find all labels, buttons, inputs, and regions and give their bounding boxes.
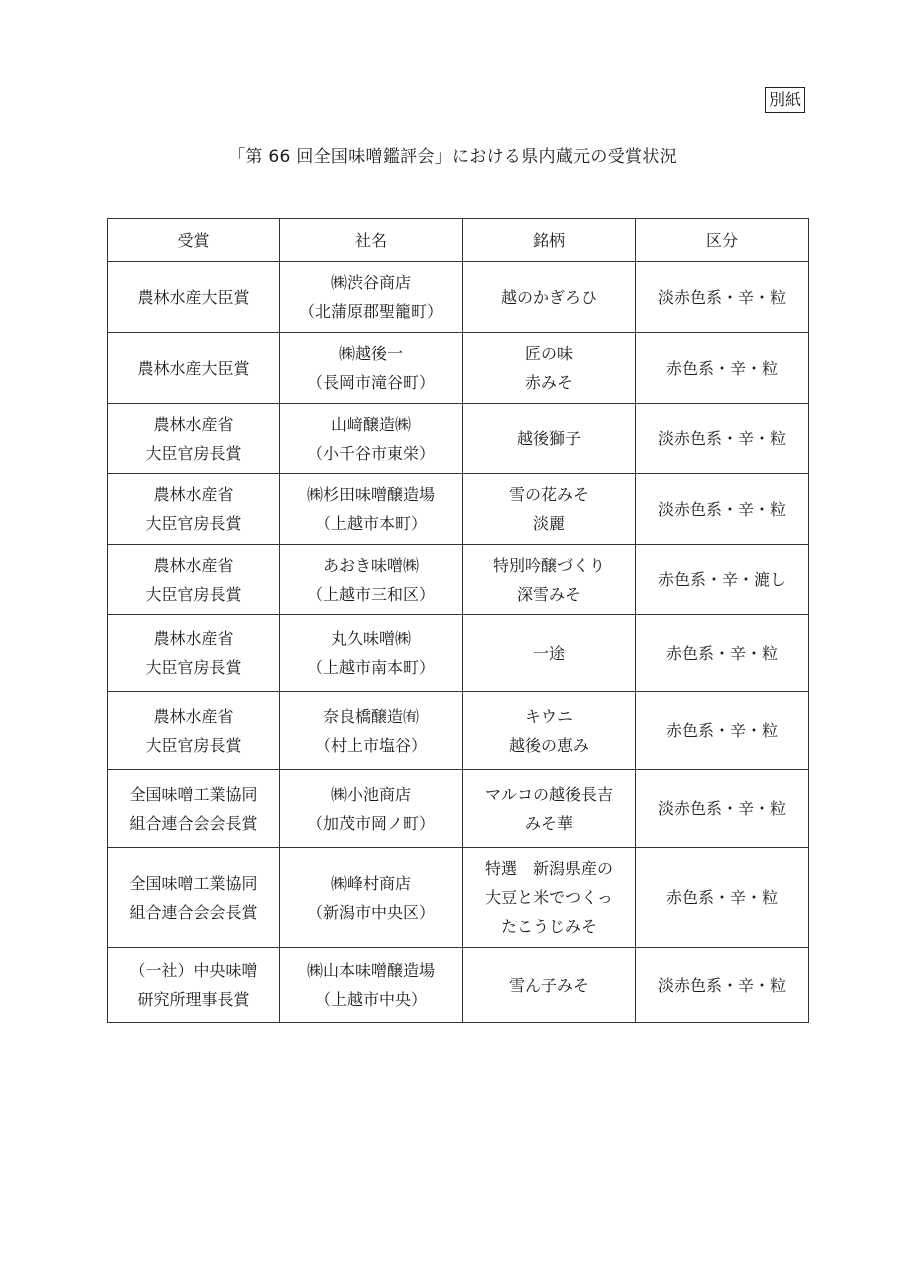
- category-cell: [636, 333, 809, 404]
- company-cell: [280, 333, 463, 404]
- company-cell-line: ㈱杉田味噌醸造場: [306, 485, 435, 504]
- company-cell: [280, 615, 463, 692]
- brand-cell-line: 匠の味: [524, 344, 573, 363]
- category-cell-line: 赤色系・辛・粒: [665, 358, 778, 378]
- award-cell: [108, 692, 280, 770]
- company-cell-line: ㈱越後一: [338, 344, 403, 363]
- category-cell: [636, 948, 809, 1023]
- table-row: [108, 948, 809, 1023]
- company-cell-line: （上越市本町）: [314, 514, 427, 533]
- document-title: 「第 66 回全国味噌鑑評会」における県内蔵元の受賞状況: [228, 147, 677, 167]
- table-row: [108, 545, 809, 615]
- brand-cell: [463, 848, 636, 948]
- brand-cell-line: 雪ん子みそ: [508, 975, 589, 995]
- brand-cell-line: 淡麗: [532, 514, 565, 533]
- category-cell-line: 赤色系・辛・粒: [665, 721, 778, 740]
- brand-cell-line: 赤みそ: [524, 373, 573, 392]
- brand-cell-line: キウニ: [524, 706, 573, 726]
- brand-cell: [463, 474, 636, 545]
- company-cell: [280, 848, 463, 948]
- award-cell-line: 全国味噌工業協同: [129, 784, 258, 804]
- award-cell-line: 農林水産大臣賞: [137, 358, 250, 378]
- category-cell-line: 淡赤色系・辛・粒: [657, 975, 786, 995]
- award-cell-line: 農林水産大臣賞: [137, 287, 250, 307]
- brand-cell-line: 越後の恵み: [508, 735, 589, 755]
- category-cell: [636, 404, 809, 474]
- table-row: [108, 333, 809, 404]
- company-cell-line: （村上市塩谷）: [314, 735, 427, 755]
- company-cell-line: あおき味噌㈱: [322, 555, 419, 575]
- table-row: [108, 692, 809, 770]
- brand-cell: [463, 948, 636, 1023]
- award-cell: [108, 262, 280, 333]
- award-cell: [108, 404, 280, 474]
- brand-cell-line: 深雪みそ: [516, 584, 581, 604]
- brand-cell-line: マルコの越後長吉: [484, 784, 613, 804]
- brand-cell: [463, 692, 636, 770]
- brand-cell-line: 特選 新潟県産の: [484, 859, 613, 878]
- company-cell-line: （上越市三和区）: [306, 584, 435, 604]
- table-row: [108, 848, 809, 948]
- award-cell-line: 農林水産省: [153, 414, 234, 434]
- award-cell: [108, 474, 280, 545]
- company-cell-line: 山﨑醸造㈱: [330, 414, 411, 434]
- award-cell: [108, 545, 280, 615]
- award-cell: [108, 848, 280, 948]
- brand-cell: [463, 615, 636, 692]
- award-cell-line: 大臣官房長賞: [145, 584, 242, 604]
- header-company: 社名: [280, 219, 463, 262]
- company-cell-line: ㈱渋谷商店: [330, 273, 411, 292]
- category-cell-line: 淡赤色系・辛・粒: [657, 499, 786, 519]
- category-cell: [636, 262, 809, 333]
- award-cell: [108, 615, 280, 692]
- brand-cell-line: 越のかぎろひ: [500, 287, 597, 307]
- category-cell: [636, 474, 809, 545]
- category-cell-line: 淡赤色系・辛・粒: [657, 287, 786, 307]
- table-body: [108, 262, 809, 1023]
- category-cell-line: 赤色系・辛・粒: [665, 643, 778, 663]
- company-cell-line: 丸久味噌㈱: [330, 629, 411, 648]
- company-cell-line: （上越市中央）: [314, 990, 427, 1009]
- category-cell: [636, 545, 809, 615]
- award-cell-line: 農林水産省: [153, 485, 234, 504]
- award-cell-line: 大臣官房長賞: [145, 514, 242, 533]
- company-cell-line: 奈良橋醸造㈲: [322, 706, 419, 726]
- category-cell-line: 赤色系・辛・漉し: [657, 570, 786, 589]
- category-cell-line: 淡赤色系・辛・粒: [657, 429, 786, 448]
- brand-cell: [463, 545, 636, 615]
- table-row: [108, 770, 809, 848]
- awards-table: [107, 218, 809, 1023]
- table-row: [108, 474, 809, 545]
- category-cell-line: 淡赤色系・辛・粒: [657, 799, 786, 818]
- company-cell: [280, 262, 463, 333]
- award-cell-line: （一社）中央味噌: [129, 961, 258, 980]
- brand-cell-line: みそ華: [524, 813, 573, 833]
- company-cell-line: （新潟市中央区）: [306, 902, 435, 922]
- company-cell: [280, 404, 463, 474]
- award-cell: [108, 948, 280, 1023]
- company-cell-line: （小千谷市東栄）: [306, 443, 435, 463]
- award-cell: [108, 770, 280, 848]
- brand-cell-line: たこうじみそ: [500, 917, 597, 936]
- brand-cell-line: 越後獅子: [516, 429, 581, 448]
- company-cell-line: ㈱山本味噌醸造場: [306, 961, 435, 980]
- category-cell: [636, 770, 809, 848]
- brand-cell-line: 特別吟醸づくり: [492, 555, 605, 575]
- brand-cell: [463, 770, 636, 848]
- company-cell-line: ㈱小池商店: [330, 784, 411, 804]
- header-brand: 銘柄: [463, 219, 636, 262]
- company-cell: [280, 692, 463, 770]
- award-cell-line: 農林水産省: [153, 706, 234, 726]
- category-cell: [636, 692, 809, 770]
- brand-cell: [463, 333, 636, 404]
- table-row: [108, 404, 809, 474]
- company-cell: [280, 948, 463, 1023]
- company-cell-line: （上越市南本町）: [306, 658, 435, 677]
- attachment-label: 別紙: [765, 87, 805, 113]
- award-cell: [108, 333, 280, 404]
- award-cell-line: 大臣官房長賞: [145, 443, 242, 463]
- brand-cell-line: 一途: [532, 643, 565, 663]
- company-cell: [280, 545, 463, 615]
- category-cell: [636, 615, 809, 692]
- award-cell-line: 大臣官房長賞: [145, 735, 242, 755]
- award-cell-line: 組合連合会会長賞: [129, 813, 258, 833]
- company-cell: [280, 770, 463, 848]
- table-row: [108, 262, 809, 333]
- category-cell: [636, 848, 809, 948]
- header-category: 区分: [636, 219, 809, 262]
- header-award: 受賞: [108, 219, 280, 262]
- brand-cell-line: 大豆と米でつくっ: [485, 888, 613, 907]
- award-cell-line: 組合連合会会長賞: [129, 902, 258, 922]
- company-cell-line: ㈱峰村商店: [330, 873, 411, 893]
- award-cell-line: 農林水産省: [153, 629, 234, 648]
- brand-cell: [463, 404, 636, 474]
- brand-cell: [463, 262, 636, 333]
- category-cell-line: 赤色系・辛・粒: [665, 888, 778, 907]
- award-cell-line: 研究所理事長賞: [137, 990, 250, 1009]
- company-cell-line: （加茂市岡ノ町）: [306, 813, 435, 833]
- table-header-row: [108, 219, 809, 262]
- brand-cell-line: 雪の花みそ: [508, 485, 589, 504]
- company-cell-line: （長岡市滝谷町）: [306, 373, 435, 392]
- award-cell-line: 全国味噌工業協同: [129, 873, 258, 893]
- company-cell: [280, 474, 463, 545]
- award-cell-line: 大臣官房長賞: [145, 658, 242, 677]
- table-row: [108, 615, 809, 692]
- award-cell-line: 農林水産省: [153, 555, 234, 575]
- company-cell-line: （北蒲原郡聖籠町）: [298, 302, 443, 321]
